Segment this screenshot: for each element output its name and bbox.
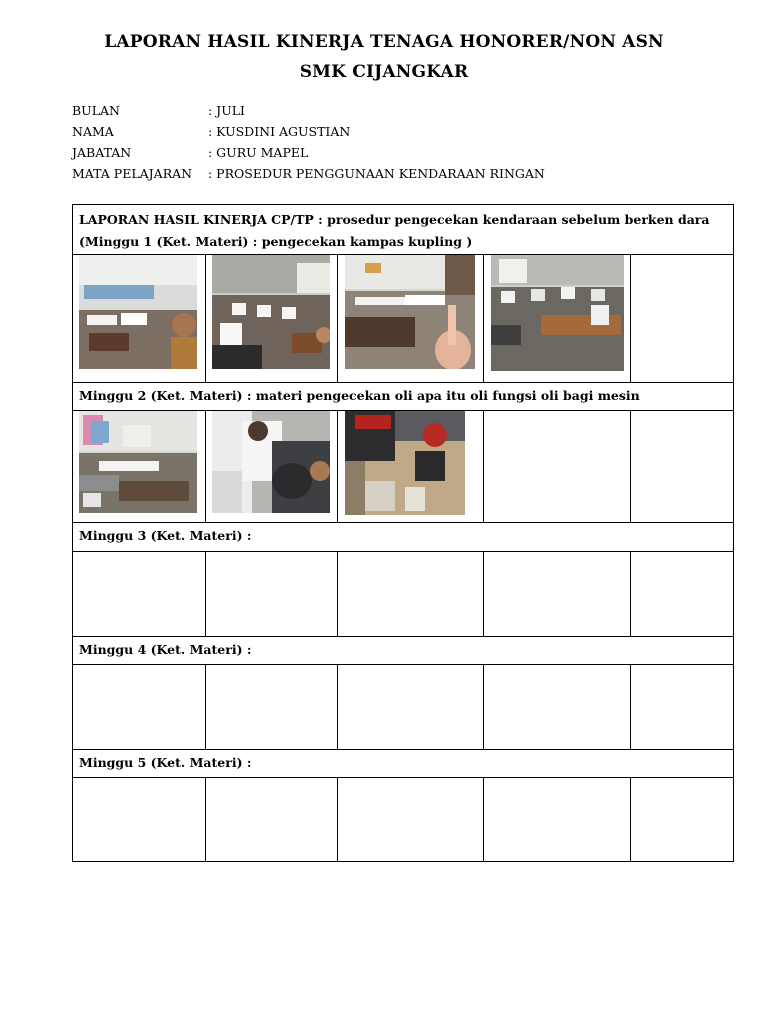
week1-photo-row [73,255,733,383]
report-title: LAPORAN HASIL KINERJA TENAGA HONORER/NON ASN [104,32,664,52]
info-label: BULAN [72,103,120,118]
school-name: SMK CIJANGKAR [299,62,469,82]
week3-photo-row [73,552,733,637]
classroom-photo-2 [212,255,330,369]
engine-photo-1 [212,411,330,513]
info-label: MATA PELAJARAN [72,166,193,181]
report-table [72,204,734,862]
week1-heading: LAPORAN HASIL KINERJA CP/TP : prosedur pengecekan kendaraan sebelum berken dara (Minggu 1 (Ket. Materi) : pengecekan kampas kupling ) [73,205,733,255]
week3-heading: Minggu 3 (Ket. Materi) : [73,523,733,552]
info-label: NAMA [72,124,114,139]
info-value: : GURU MAPEL [208,145,309,160]
week5-photo-row [73,778,733,861]
engine-photo-2 [345,411,465,515]
week4-heading: Minggu 4 (Ket. Materi) : [73,637,733,665]
classroom-photo-3 [345,255,475,369]
classroom-photo-4 [491,255,624,371]
classroom-photo-5 [79,411,197,513]
week2-photo-row [73,411,733,523]
info-value: : PROSEDUR PENGGUNAAN KENDARAAN RINGAN [208,166,545,181]
week4-photo-row [73,665,733,750]
info-label: JABATAN [72,145,132,160]
info-value: : KUSDINI AGUSTIAN [208,124,351,139]
classroom-photo-1 [79,255,197,369]
week5-heading: Minggu 5 (Ket. Materi) : [73,750,733,778]
info-value: : JULI [208,103,245,118]
week2-heading: Minggu 2 (Ket. Materi) : materi pengecekan oli apa itu oli fungsi oli bagi mesin [73,383,733,411]
